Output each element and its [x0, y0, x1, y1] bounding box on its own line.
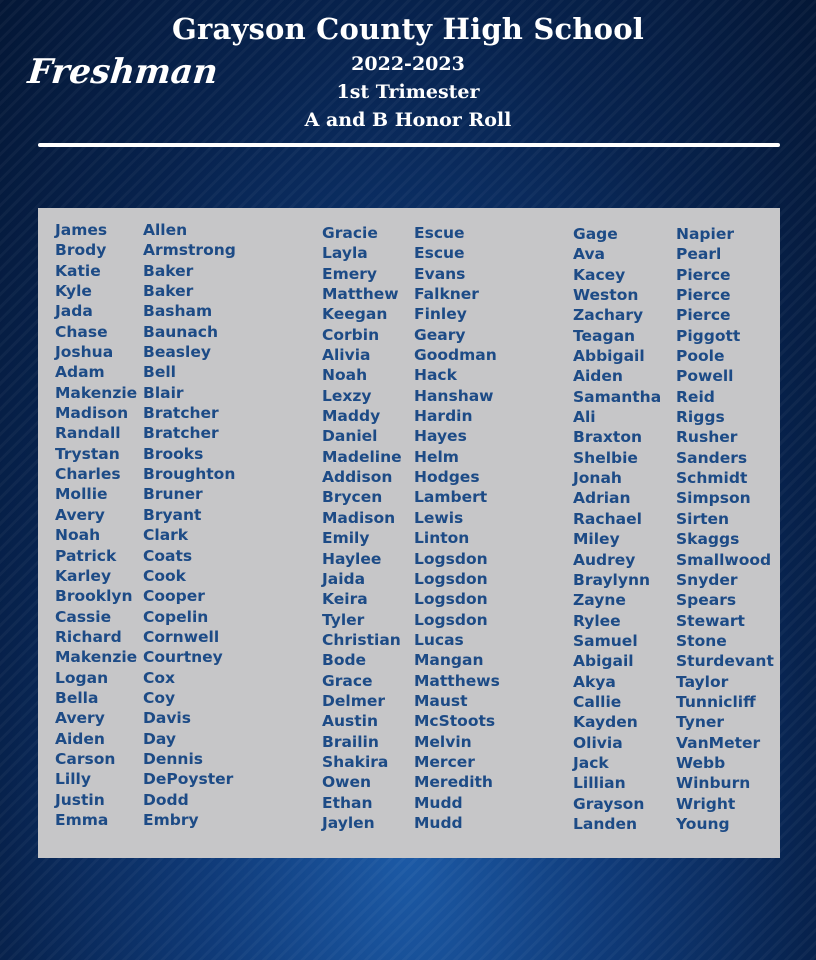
student-name: Melvin	[414, 732, 472, 751]
student-name: Sturdevant	[676, 652, 774, 671]
student-name: Justin	[55, 790, 105, 809]
student-name: Rylee	[573, 611, 621, 630]
last-names-column-3	[676, 224, 774, 834]
student-name: Carson	[55, 749, 116, 768]
student-name: Basham	[143, 302, 213, 321]
student-name: Rachael	[573, 509, 642, 528]
student-name: Madison	[55, 404, 129, 423]
honor-roll-label: A and B Honor Roll	[304, 109, 512, 131]
student-name: Logsdon	[414, 590, 488, 609]
student-name: Davis	[143, 709, 191, 728]
student-name: Lewis	[414, 508, 464, 527]
student-name: Dennis	[143, 749, 203, 768]
student-name: Blair	[143, 383, 184, 402]
student-name: Madison	[322, 508, 396, 527]
last-names-column-2	[414, 223, 500, 833]
student-name: Escue	[414, 224, 465, 242]
student-name: Joshua	[55, 343, 114, 362]
student-name: Brody	[55, 241, 107, 260]
student-name: Ali	[573, 408, 596, 427]
student-name: Gage	[573, 225, 618, 243]
student-name: Embry	[143, 810, 199, 829]
student-name: Logsdon	[414, 569, 488, 588]
student-name: Zachary	[573, 306, 644, 325]
header-divider	[38, 143, 780, 147]
student-name: Young	[676, 814, 730, 833]
student-name: Linton	[414, 529, 470, 548]
student-name: Matthew	[322, 285, 399, 304]
student-name: Reid	[676, 387, 715, 406]
student-name: Richard	[55, 627, 122, 646]
student-name: Day	[143, 729, 176, 748]
student-name: Miley	[573, 530, 620, 549]
student-name: Brooks	[143, 444, 204, 463]
student-name: Ethan	[322, 793, 373, 812]
first-names-column-1	[55, 220, 137, 830]
student-name: Hayes	[414, 427, 467, 446]
student-name: Stone	[676, 631, 727, 650]
student-name: Pierce	[676, 286, 731, 305]
student-name: Jada	[55, 302, 93, 321]
student-name: Akya	[573, 672, 616, 691]
student-name: Armstrong	[143, 241, 236, 260]
student-name: Maddy	[322, 407, 381, 426]
student-name: Landen	[573, 814, 638, 833]
student-name: Audrey	[573, 550, 636, 569]
student-name: Bratcher	[143, 424, 219, 443]
student-name: Shelbie	[573, 448, 638, 467]
student-name: Copelin	[143, 607, 209, 626]
student-name: Logsdon	[414, 610, 488, 629]
student-name: Stewart	[676, 611, 745, 630]
student-name: Avery	[55, 505, 105, 524]
student-name: Madeline	[322, 447, 402, 466]
student-name: Cox	[143, 668, 176, 687]
student-name: Meredith	[414, 773, 493, 792]
student-name: Baker	[143, 282, 194, 301]
student-name: Jaida	[322, 569, 366, 588]
student-name: James	[55, 221, 108, 239]
student-name: Napier	[676, 225, 734, 243]
roster-panel	[38, 208, 780, 858]
student-name: Christian	[322, 630, 401, 649]
student-name: Sanders	[676, 448, 748, 467]
student-name: Snyder	[676, 570, 738, 589]
student-name: Coats	[143, 546, 193, 565]
student-name: Baker	[143, 261, 194, 280]
student-name: McStoots	[414, 712, 496, 731]
student-name: Mudd	[414, 793, 463, 812]
student-name: Allen	[143, 221, 188, 239]
student-name: Bell	[143, 363, 176, 382]
student-name: Kayden	[573, 713, 638, 732]
student-name: Mangan	[414, 651, 484, 670]
trimester-label: 1st Trimester	[336, 81, 480, 103]
class-label: Freshman	[25, 52, 220, 92]
student-name: Emily	[322, 529, 370, 548]
student-name: Beasley	[143, 343, 211, 362]
student-name: Addison	[322, 468, 393, 487]
student-name: Haylee	[322, 549, 382, 568]
student-name: Randall	[55, 424, 121, 443]
student-name: Zayne	[573, 591, 626, 610]
student-name: Brooklyn	[55, 587, 133, 606]
student-name: Broughton	[143, 465, 236, 484]
student-name: Cassie	[55, 607, 112, 626]
student-name: Winburn	[676, 774, 751, 793]
student-name: Pierce	[676, 306, 731, 325]
student-name: Courtney	[143, 648, 223, 667]
student-name: Cornwell	[143, 627, 220, 646]
student-name: Mudd	[414, 813, 463, 832]
student-name: Noah	[322, 366, 368, 385]
student-name: Tyner	[676, 713, 725, 732]
student-name: Hardin	[414, 407, 473, 426]
student-name: Clark	[143, 526, 189, 545]
student-name: Maust	[414, 691, 468, 710]
first-names-column-3	[573, 224, 661, 834]
student-name: Makenzie	[55, 383, 138, 402]
student-name: Logan	[55, 668, 109, 687]
student-name: Jack	[573, 753, 609, 772]
student-name: Emma	[55, 810, 109, 829]
student-name: Simpson	[676, 489, 751, 508]
student-name: Powell	[676, 367, 734, 386]
student-name: Coy	[143, 688, 176, 707]
student-name: Chase	[55, 322, 108, 341]
student-name: Mollie	[55, 485, 108, 504]
student-name: Samuel	[573, 631, 638, 650]
student-name: Lucas	[414, 630, 464, 649]
student-name: Layla	[322, 244, 368, 263]
student-name: Escue	[414, 244, 465, 263]
student-name: Weston	[573, 286, 639, 305]
student-name: Dodd	[143, 790, 189, 809]
student-name: Piggott	[676, 326, 741, 345]
student-name: Aiden	[573, 367, 623, 386]
student-name: Ava	[573, 245, 606, 264]
student-name: Bode	[322, 651, 367, 670]
student-name: Webb	[676, 753, 726, 772]
student-name: Rusher	[676, 428, 738, 447]
student-name: Samantha	[573, 387, 662, 406]
student-name: Falkner	[414, 285, 479, 304]
student-name: Finley	[414, 305, 467, 324]
student-name: Logsdon	[414, 549, 488, 568]
student-name: Pearl	[676, 245, 722, 264]
student-name: Grayson	[573, 794, 645, 813]
student-name: Lilly	[55, 770, 91, 789]
student-name: Hodges	[414, 468, 480, 487]
student-name: Delmer	[322, 691, 385, 710]
student-name: Grace	[322, 671, 373, 690]
student-name: VanMeter	[676, 733, 761, 752]
student-name: Charles	[55, 465, 121, 484]
student-name: Abbigail	[573, 347, 645, 366]
student-name: Bryant	[143, 505, 202, 524]
student-name: Braxton	[573, 428, 643, 447]
student-name: Keira	[322, 590, 368, 609]
student-name: Brailin	[322, 732, 379, 751]
student-name: Mercer	[414, 752, 475, 771]
student-name: Geary	[414, 325, 466, 344]
last-names-column-1	[143, 220, 236, 830]
student-name: Helm	[414, 447, 459, 466]
first-names-column-2	[322, 223, 402, 833]
student-name: Shakira	[322, 752, 389, 771]
student-name: Jaylen	[322, 813, 375, 832]
student-name: Matthews	[414, 671, 500, 690]
student-name: Pierce	[676, 265, 731, 284]
student-name: Riggs	[676, 408, 725, 427]
student-name: Hanshaw	[414, 386, 494, 405]
student-name: Abigail	[573, 652, 634, 671]
student-name: Wright	[676, 794, 736, 813]
student-name: Teagan	[573, 326, 636, 345]
student-name: Tyler	[322, 610, 365, 629]
student-name: Hack	[414, 366, 457, 385]
student-name: Katie	[55, 261, 101, 280]
school-title: Grayson County High School	[172, 12, 644, 46]
student-name: Emery	[322, 264, 377, 283]
header	[0, 0, 816, 150]
student-name: Sirten	[676, 509, 730, 528]
student-name: Goodman	[414, 346, 497, 365]
student-name: Braylynn	[573, 570, 651, 589]
student-name: Avery	[55, 709, 105, 728]
student-name: Jonah	[573, 469, 622, 488]
student-name: Brycen	[322, 488, 383, 507]
student-name: Alivia	[322, 346, 371, 365]
student-name: Lexzy	[322, 386, 372, 405]
student-name: Spears	[676, 591, 737, 610]
student-name: Lambert	[414, 488, 488, 507]
student-name: Skaggs	[676, 530, 740, 549]
student-name: Karley	[55, 566, 112, 585]
student-name: Trystan	[55, 444, 120, 463]
student-name: Callie	[573, 692, 622, 711]
student-name: Adrian	[573, 489, 631, 508]
student-name: Schmidt	[676, 469, 748, 488]
school-year: 2022-2023	[351, 53, 465, 75]
student-name: Kacey	[573, 265, 626, 284]
student-name: Bella	[55, 688, 99, 707]
student-name: Baunach	[143, 322, 219, 341]
student-name: Aiden	[55, 729, 105, 748]
student-name: Taylor	[676, 672, 729, 691]
student-name: Noah	[55, 526, 101, 545]
student-name: Olivia	[573, 733, 623, 752]
student-name: Lillian	[573, 774, 626, 793]
student-name: Cooper	[143, 587, 205, 606]
student-name: Daniel	[322, 427, 378, 446]
student-name: Bratcher	[143, 404, 219, 423]
student-name: Poole	[676, 347, 725, 366]
student-name: Austin	[322, 712, 379, 731]
student-name: Corbin	[322, 325, 380, 344]
student-name: Gracie	[322, 224, 378, 242]
student-name: Evans	[414, 264, 466, 283]
student-name: Keegan	[322, 305, 388, 324]
student-name: Adam	[55, 363, 105, 382]
student-name: Kyle	[55, 282, 92, 301]
student-name: Smallwood	[676, 550, 772, 569]
student-name: Owen	[322, 773, 372, 792]
student-name: Patrick	[55, 546, 117, 565]
student-name: Bruner	[143, 485, 203, 504]
student-name: Tunnicliff	[676, 692, 756, 711]
student-name: Makenzie	[55, 648, 138, 667]
student-name: DePoyster	[143, 770, 234, 789]
student-name: Cook	[143, 566, 186, 585]
